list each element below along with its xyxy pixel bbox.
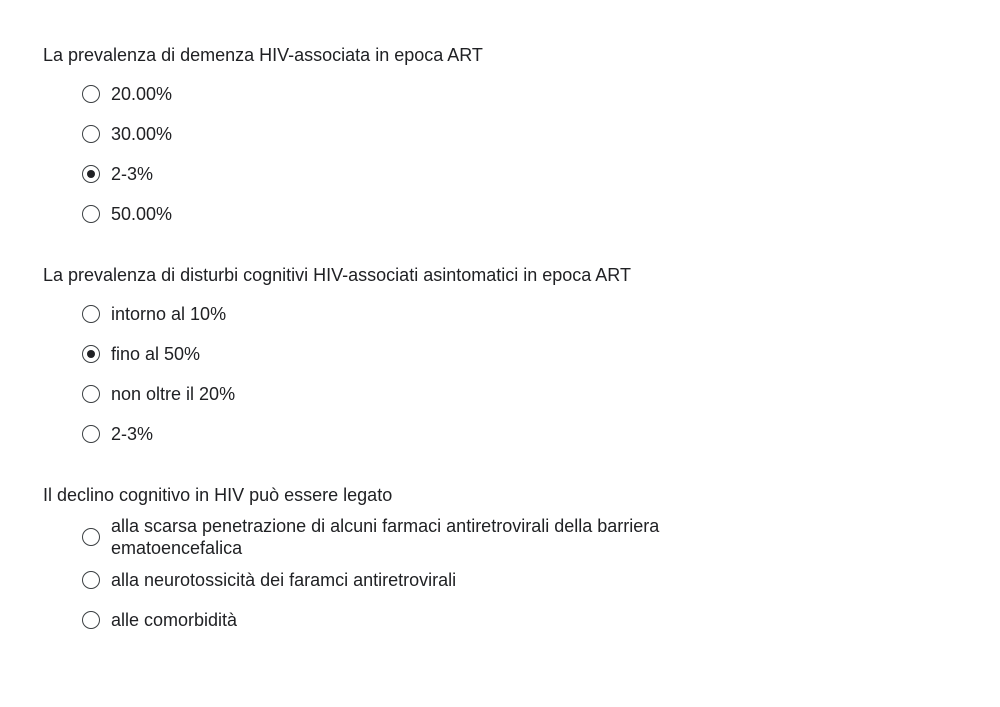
option-label: 20.00% bbox=[111, 84, 173, 104]
option-label: non oltre il 20% bbox=[111, 384, 236, 404]
option-label: alla neurotossicità dei faramci antiretrovirali bbox=[111, 570, 457, 590]
option-50-percent[interactable] bbox=[82, 194, 943, 234]
option-fino-50[interactable] bbox=[82, 334, 943, 374]
radio-button[interactable] bbox=[82, 85, 100, 103]
radio-button[interactable] bbox=[82, 528, 100, 546]
option-intorno-10[interactable] bbox=[82, 294, 943, 334]
options-list bbox=[43, 294, 943, 454]
radio-button[interactable] bbox=[82, 205, 100, 223]
question-text: La prevalenza di demenza HIV-associata in epoca ART bbox=[43, 45, 483, 65]
option-20-percent[interactable] bbox=[82, 74, 943, 114]
radio-button[interactable] bbox=[82, 345, 100, 363]
option-non-oltre-20[interactable] bbox=[82, 374, 943, 414]
radio-button[interactable] bbox=[82, 305, 100, 323]
option-label: alle comorbidità bbox=[111, 610, 238, 630]
option-label: fino al 50% bbox=[111, 344, 201, 364]
option-label: 2-3% bbox=[111, 424, 154, 444]
option-label: alla scarsa penetrazione di alcuni farmaci antiretrovirali della barriera ematoencefalica bbox=[111, 516, 660, 558]
option-label: 50.00% bbox=[111, 204, 173, 224]
question-3 bbox=[43, 484, 943, 640]
options-list bbox=[43, 514, 943, 640]
quiz-form bbox=[43, 44, 943, 670]
radio-button[interactable] bbox=[82, 425, 100, 443]
option-neurotossicita[interactable] bbox=[82, 560, 943, 600]
question-text: La prevalenza di disturbi cognitivi HIV-associati asintomatici in epoca ART bbox=[43, 265, 631, 285]
radio-button[interactable] bbox=[82, 385, 100, 403]
option-scarsa-penetrazione[interactable] bbox=[82, 514, 943, 560]
question-text: Il declino cognitivo in HIV può essere legato bbox=[43, 485, 393, 505]
option-2-3-percent[interactable] bbox=[82, 154, 943, 194]
option-2-3-percent[interactable] bbox=[82, 414, 943, 454]
option-30-percent[interactable] bbox=[82, 114, 943, 154]
option-comorbidita[interactable] bbox=[82, 600, 943, 640]
radio-button[interactable] bbox=[82, 125, 100, 143]
question-1 bbox=[43, 44, 943, 234]
radio-button[interactable] bbox=[82, 611, 100, 629]
option-label: 30.00% bbox=[111, 124, 173, 144]
radio-button[interactable] bbox=[82, 165, 100, 183]
option-label: intorno al 10% bbox=[111, 304, 227, 324]
question-2 bbox=[43, 264, 943, 454]
radio-button[interactable] bbox=[82, 571, 100, 589]
option-label: 2-3% bbox=[111, 164, 154, 184]
options-list bbox=[43, 74, 943, 234]
